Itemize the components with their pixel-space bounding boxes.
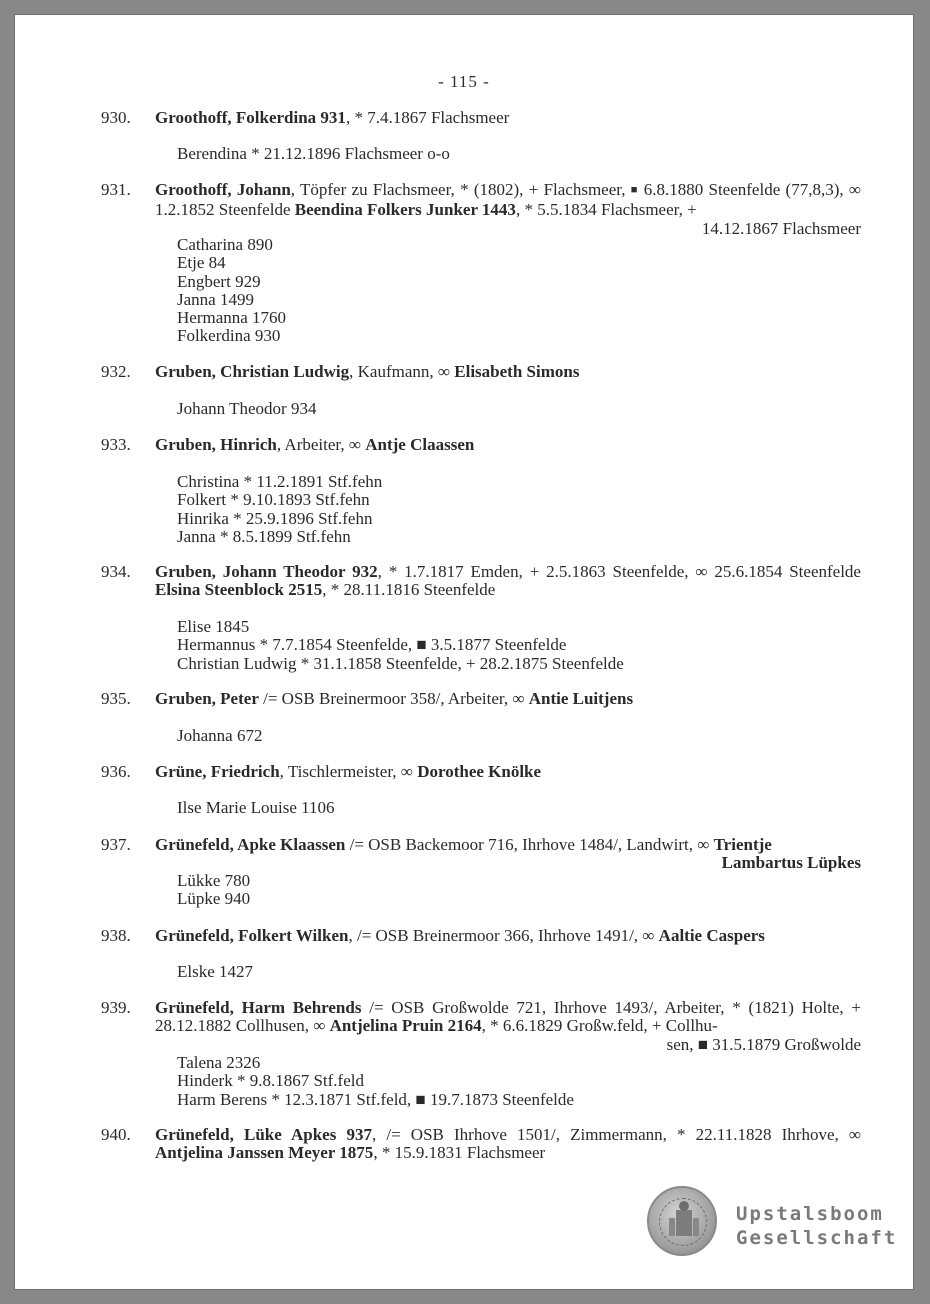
list-item: Etje 84: [177, 253, 226, 273]
entry-text: Groothoff, Folkerdina 931, * 7.4.1867 Flachsmeer: [155, 108, 510, 127]
children-list: [177, 727, 867, 745]
list-item: Lüpke 940: [177, 889, 251, 909]
list-item: Christian Ludwig * 31.1.1858 Steenfelde, + 28.2.1875 Steenfelde: [177, 653, 624, 673]
entry-text: Grüne, Friedrich, Tischlermeister, ∞ Dorothee Knölke: [155, 762, 542, 781]
entry-text: Gruben, Christian Ludwig, Kaufmann, ∞ Elisabeth Simons: [155, 362, 580, 381]
entry-number: 939.: [101, 998, 131, 1017]
children-list: [177, 799, 867, 817]
children-list: [177, 872, 867, 909]
entry-text: Groothoff, Johann, Töpfer zu Flachsmeer, * (1802), + Flachsmeer, ■ 6.8.1880 Steenfelde (77,8,3), ∞ 1.2.1852 Steenfelde Beendina Folkers Junker 1443, * 5.5.1834 Flachsmeer, + 14.12.1867 Flachsmeer: [155, 180, 861, 238]
entry-number: 933.: [101, 435, 131, 454]
children-list: [177, 236, 867, 346]
entry-number: 938.: [101, 926, 131, 945]
entry-text: Gruben, Johann Theodor 932, * 1.7.1817 Emden, + 2.5.1863 Steenfelde, ∞ 25.6.1854 Steenfelde Elsina Steenblock 2515, * 28.11.1816 Steenfelde: [155, 562, 861, 600]
brand-logo: [736, 1202, 896, 1250]
list-item: Johanna 672: [177, 726, 263, 745]
list-item: Janna * 8.5.1899 Stf.fehn: [177, 526, 351, 546]
list-item: Janna 1499: [177, 289, 254, 309]
list-item: Engbert 929: [177, 271, 261, 291]
brand-line: Upstalsboom: [736, 1203, 884, 1225]
list-item: Hermanna 1760: [177, 308, 287, 328]
children-list: [177, 963, 867, 981]
entry-number: 936.: [101, 762, 131, 781]
list-item: Elske 1427: [177, 962, 254, 981]
entry-number: 932.: [101, 362, 131, 381]
list-item: Talena 2326: [177, 1053, 261, 1072]
list-item: Elise 1845: [177, 617, 250, 636]
children-list: [177, 473, 867, 546]
entry-text: Grünefeld, Folkert Wilken, /= OSB Breinermoor 366, Ihrhove 1491/, ∞ Aaltie Caspers: [155, 926, 765, 945]
entry-text: Gruben, Hinrich, Arbeiter, ∞ Antje Claassen: [155, 435, 475, 454]
entry-text: Gruben, Peter /= OSB Breinermoor 358/, Arbeiter, ∞ Antie Luitjens: [155, 689, 634, 708]
list-item: Lükke 780: [177, 871, 251, 890]
entry-text: Grünefeld, Lüke Apkes 937, /= OSB Ihrhove 1501/, Zimmermann, * 22.11.1828 Ihrhove, ∞ Antjelina Janssen Meyer 1875, * 15.9.1831 Flachsmeer: [155, 1125, 862, 1163]
entry-text: Grünefeld, Harm Behrends /= OSB Großwolde 721, Ihrhove 1493/, Arbeiter, * (1821) Holte, + 28.12.1882 Collhusen, ∞ Antjelina Pruin 2164, * 6.6.1829 Großw.feld, + Collhu- sen, ■ 31.5.1879 Großwolde: [155, 998, 862, 1054]
page-number: - 115 -: [438, 72, 490, 91]
entry-number: 940.: [101, 1125, 131, 1144]
list-item: Folkerdina 930: [177, 326, 281, 346]
list-item: Ilse Marie Louise 1106: [177, 798, 335, 817]
list-item: Berendina * 21.12.1896 Flachsmeer o-o: [177, 144, 450, 163]
entry-number: 934.: [101, 562, 131, 581]
entry-number: 937.: [101, 835, 131, 854]
brand-line: Gesellschaft: [736, 1227, 898, 1249]
entry-number: 935.: [101, 689, 131, 708]
children-list: [177, 145, 867, 163]
list-item: Hinrika * 25.9.1896 Stf.fehn: [177, 508, 373, 528]
list-item: Harm Berens * 12.3.1871 Stf.feld, ■ 19.7.1873 Steenfelde: [177, 1089, 574, 1109]
entry-number: 931.: [101, 180, 131, 199]
list-item: Christina * 11.2.1891 Stf.fehn: [177, 472, 383, 491]
seal-icon: [647, 1186, 717, 1256]
list-item: Catharina 890: [177, 235, 273, 254]
list-item: Hermannus * 7.7.1854 Steenfelde, ■ 3.5.1877 Steenfelde: [177, 635, 567, 655]
children-list: [177, 1054, 867, 1109]
list-item: Johann Theodor 934: [177, 399, 317, 418]
children-list: [177, 618, 867, 673]
entry-text: Grünefeld, Apke Klaassen /= OSB Backemoor 716, Ihrhove 1484/, Landwirt, ∞ Trientje Lambartus Lüpkes: [155, 835, 861, 873]
document-page: [14, 14, 914, 1290]
list-item: Hinderk * 9.8.1867 Stf.feld: [177, 1071, 364, 1091]
entry-number: 930.: [101, 108, 131, 127]
list-item: Folkert * 9.10.1893 Stf.fehn: [177, 490, 370, 510]
children-list: [177, 400, 867, 418]
